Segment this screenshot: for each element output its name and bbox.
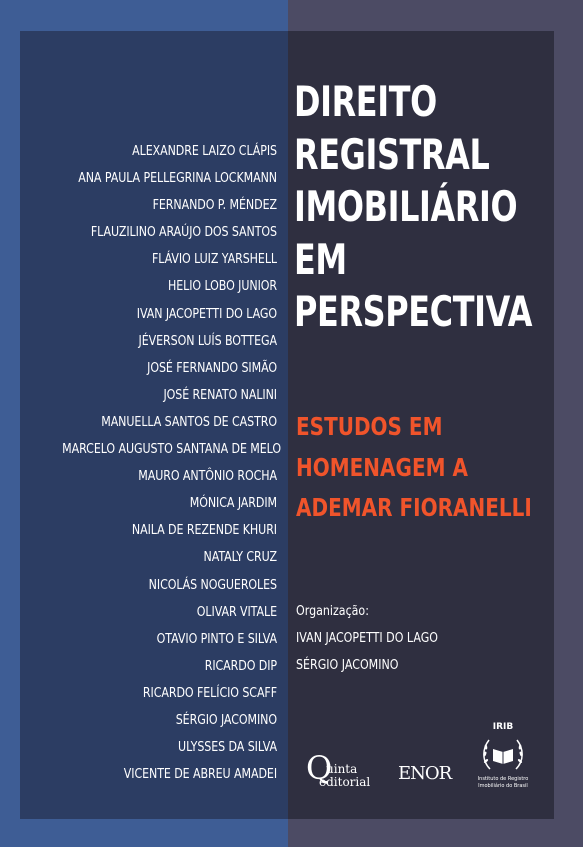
author-name: VICENTE DE ABREU AMADEI: [123, 766, 277, 783]
organization-block: [296, 598, 438, 679]
author-name: RICARDO FELÍCIO SCAFF: [142, 684, 277, 701]
author-name: FLÁVIO LUIZ YARSHELL: [151, 251, 277, 268]
author-name: MARCELO AUGUSTO SANTANA DE MELO: [62, 441, 281, 458]
title-line: PERSPECTIVA: [294, 287, 533, 336]
subtitle-line: ESTUDOS EM: [296, 412, 443, 441]
quinta-logo-word: uinta: [326, 762, 358, 776]
quinta-logo-word: editorial: [319, 775, 371, 789]
author-name: NATALY CRUZ: [203, 549, 277, 566]
author-name: HELIO LOBO JUNIOR: [167, 278, 277, 295]
title-line: REGISTRAL: [294, 129, 490, 179]
title-line: EM: [294, 234, 347, 284]
organizer-name: SÉRGIO JACOMINO: [296, 657, 399, 673]
author-name: OTAVIO PINTO E SILVA: [156, 630, 277, 647]
irib-name-line: Instituto de Registro: [477, 776, 529, 782]
subtitle-line: HOMENAGEM A: [296, 452, 468, 482]
author-name: ALEXANDRE LAIZO CLÁPIS: [132, 143, 277, 159]
author-name: MAURO ANTÔNIO ROCHA: [138, 468, 277, 485]
title-line: IMOBILIÁRIO: [294, 182, 518, 231]
organization-label: Organização:: [296, 603, 369, 619]
quinta-logo-initial: Q: [306, 749, 333, 787]
irib-name: [470, 776, 536, 790]
author-name: OLIVAR VITALE: [196, 603, 277, 620]
subtitle-line: ADEMAR FIORANELLI: [296, 493, 532, 522]
author-name: FLAUZILINO ARAÚJO DOS SANTOS: [90, 224, 277, 241]
author-list: [15, 138, 281, 788]
book-subtitle: [296, 407, 532, 529]
author-name: ANA PAULA PELLEGRINA LOCKMANN: [78, 170, 277, 187]
author-name: ULYSSES DA SILVA: [178, 739, 277, 756]
irib-logo: [470, 722, 550, 800]
author-name: RICARDO DIP: [204, 657, 277, 674]
organizer-name: IVAN JACOPETTI DO LAGO: [296, 630, 439, 646]
author-name: JÉVERSON LUÍS BOTTEGA: [138, 332, 277, 349]
laurel-book-icon: [480, 733, 526, 775]
irib-name-line: Imobiliário do Brasil: [478, 783, 528, 789]
author-name: JOSÉ FERNANDO SIMÃO: [147, 359, 277, 376]
author-name: MÓNICA JARDIM: [189, 495, 277, 512]
title-line: DIREITO: [294, 77, 437, 126]
author-name: NICOLÁS NOGUEROLES: [148, 576, 277, 593]
enor-logo: ENOR: [398, 763, 452, 784]
author-name: NAILA DE REZENDE KHURI: [131, 522, 277, 539]
author-name: MANUELLA SANTOS DE CASTRO: [101, 413, 277, 430]
author-name: FERNANDO P. MÉNDEZ: [152, 197, 277, 214]
author-name: JOSÉ RENATO NALINI: [163, 386, 277, 403]
author-name: IVAN JACOPETTI DO LAGO: [136, 305, 277, 322]
author-name: SÉRGIO JACOMINO: [175, 711, 277, 728]
book-title: [294, 76, 532, 339]
irib-acronym: IRIB: [492, 722, 514, 732]
